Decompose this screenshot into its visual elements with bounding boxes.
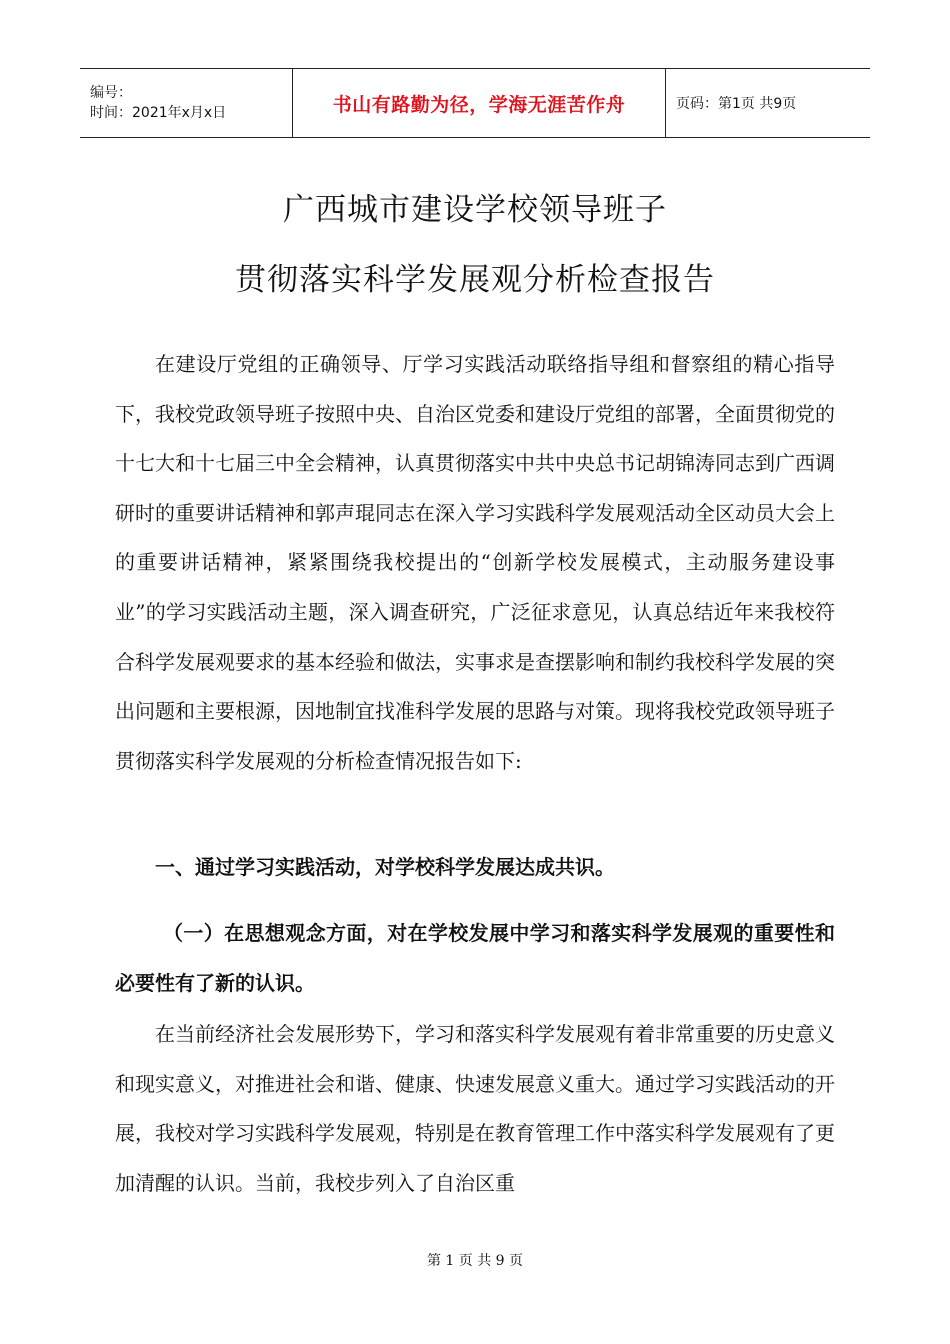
number-label: 编号： xyxy=(90,85,132,101)
body-paragraph-2: 在当前经济社会发展形势下，学习和落实科学发展观有着非常重要的历史意义和现实意义，对推进社会和谐、健康、快速发展意义重大。通过学习实践活动的开展，我校对学习实践科学发展观，特别是在教育管理工作中落实科学发展观有了更加清醒的认识。当前，我校步列入了自治区重 xyxy=(115,1022,835,1195)
page-footer: 第 1 页 共 9 页 xyxy=(426,1253,524,1269)
document-header xyxy=(80,68,870,138)
header-motto: 书山有路勤为径，学海无涯苦作舟 xyxy=(332,93,626,116)
section-heading-1: 一、通过学习实践活动，对学校科学发展达成共识。 xyxy=(155,855,615,879)
header-page-info xyxy=(666,69,870,137)
document-title-line-2: 贯彻落实科学发展观分析检查报告 xyxy=(235,262,715,298)
page-info-text: 页码：第1页 共9页 xyxy=(676,96,797,112)
subsection-heading-1: （一）在思想观念方面，对在学校发展中学习和落实科学发展观的重要性和必要性有了新的认识。 xyxy=(115,921,835,995)
header-motto-cell xyxy=(293,69,666,137)
document-title-line-1: 广西城市建设学校领导班子 xyxy=(283,192,667,228)
body-paragraph-1: 在建设厅党组的正确领导、厅学习实践活动联络指导组和督察组的精心指导下，我校党政领导班子按照中央、自治区党委和建设厅党组的部署，全面贯彻党的十七大和十七届三中全会精神，认真贯彻落实中共中央总书记胡锦涛同志到广西调研时的重要讲话精神和郭声琨同志在深入学习实践科学发展观活动全区动员大会上的重要讲话精神，紧紧围绕我校提出的“创新学校发展模式，主动服务建设事业”的学习实践活动主题，深入调查研究，广泛征求意见，认真总结近年来我校符合科学发展观要求的基本经验和做法，实事求是查摆影响和制约我校科学发展的突出问题和主要根源，因地制宜找准科学发展的思路与对策。现将我校党政领导班子贯彻落实科学发展观的分析检查情况报告如下: xyxy=(115,352,835,773)
time-label: 时间：2021年x月x日 xyxy=(90,105,227,121)
header-meta xyxy=(80,69,293,137)
